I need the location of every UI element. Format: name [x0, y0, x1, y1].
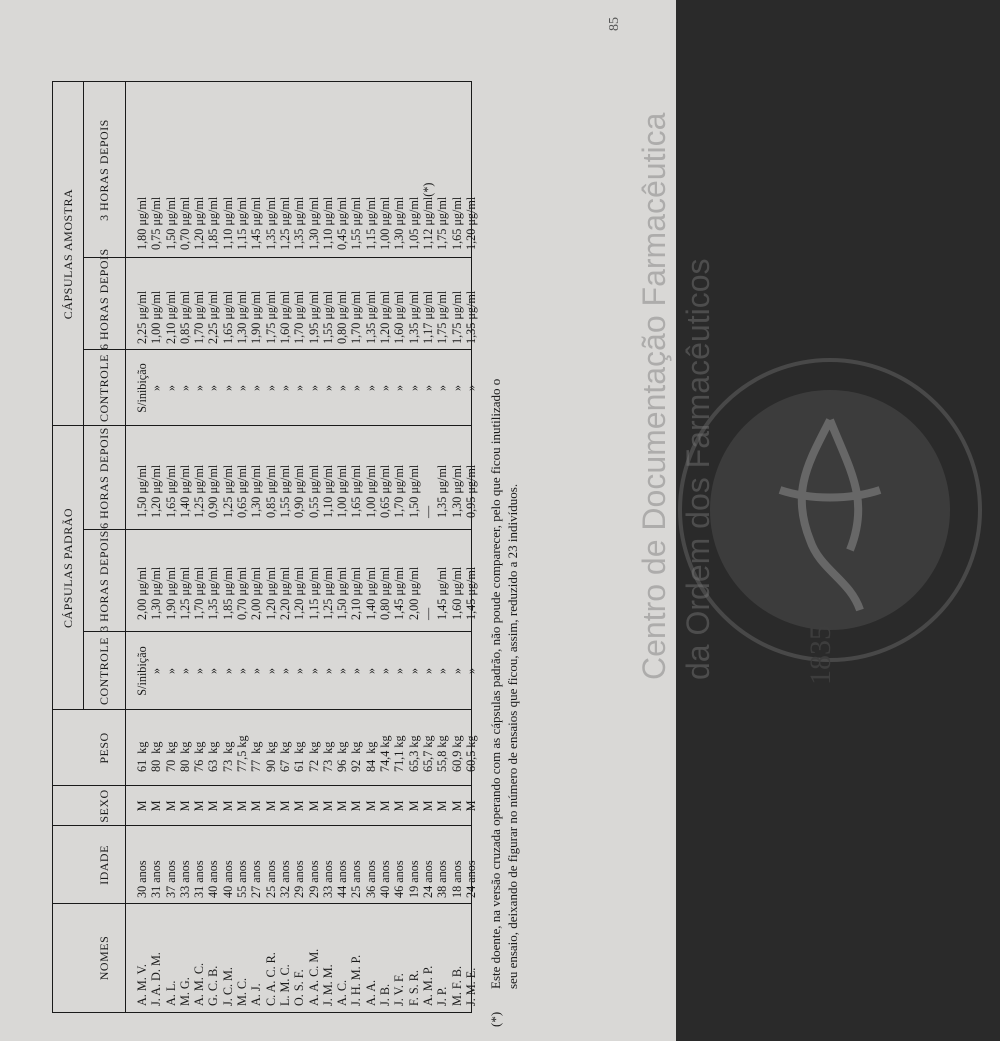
table-cell-a-ctrl: » — [277, 384, 292, 392]
table-cell-a-3h: 0,45 μg/ml — [335, 196, 350, 250]
table-cell-p-3h: 1,40 μg/ml — [363, 566, 378, 620]
table-cell-sexo: M — [335, 800, 350, 812]
table-cell-nome: O. S. F. — [292, 969, 307, 1006]
table-cell-p-3h: 2,20 μg/ml — [277, 566, 292, 620]
table-cell-idade: 38 anos — [435, 860, 450, 898]
table-cell-a-ctrl: » — [378, 384, 393, 392]
table-cell-p-6h: 1,10 μg/ml — [320, 464, 335, 518]
table-cell-p-ctrl: » — [335, 667, 350, 675]
table-cell-a-6h: 1,75 μg/ml — [263, 290, 278, 344]
table-cell-p-3h: 2,10 μg/ml — [349, 566, 364, 620]
table-cell-nome: L. M. C. — [277, 964, 292, 1006]
table-cell-a-3h: 1,35 μg/ml — [263, 196, 278, 250]
table-cell-a-3h: 1,45 μg/ml — [249, 196, 264, 250]
table-cell-peso: 77,5 kg — [235, 735, 250, 772]
table-cell-p-ctrl: » — [392, 667, 407, 675]
header-padrao-3h: 3 HORAS DEPOIS — [97, 530, 111, 632]
table-cell-peso: 60,9 kg — [449, 735, 464, 772]
table-cell-a-6h: 1,95 μg/ml — [306, 290, 321, 344]
table-cell-sexo: M — [177, 800, 192, 812]
table-cell-peso: 74,4 kg — [378, 735, 393, 772]
table-cell-p-3h: 1,35 μg/ml — [206, 566, 221, 620]
table-cell-p-ctrl: » — [406, 667, 421, 675]
table-cell-a-3h: 1,20 μg/ml — [463, 196, 478, 250]
table-cell-sexo: M — [249, 800, 264, 812]
table-cell-a-ctrl: » — [463, 384, 478, 392]
table-cell-p-3h: 1,30 μg/ml — [149, 566, 164, 620]
table-cell-nome: J. B. — [378, 983, 393, 1006]
table-cell-a-6h: 1,75 μg/ml — [435, 290, 450, 344]
table-cell-p-3h: 2,00 μg/ml — [406, 566, 421, 620]
table-cell-a-6h: 1,20 μg/ml — [378, 290, 393, 344]
table-cell-a-6h: 1,30 μg/ml — [235, 290, 250, 344]
table-cell-a-3h: 0,70 μg/ml — [177, 196, 192, 250]
table-cell-p-3h: 1,20 μg/ml — [292, 566, 307, 620]
footnote — [488, 369, 521, 1027]
table-cell-idade: 29 anos — [306, 860, 321, 898]
table-cell-idade: 27 anos — [249, 860, 264, 898]
column-idade — [135, 828, 478, 898]
table-cell-p-3h: 1,70 μg/ml — [192, 566, 207, 620]
table-cell-a-3h: 1,15 μg/ml — [235, 196, 250, 250]
table-cell-p-6h: 1,30 μg/ml — [449, 464, 464, 518]
column-padrao-controle — [135, 632, 478, 710]
table-cell-sexo: M — [406, 800, 421, 812]
table-cell-p-3h: 1,45 μg/ml — [392, 566, 407, 620]
table-cell-p-ctrl: » — [277, 667, 292, 675]
table-cell-p-3h: 1,45 μg/ml — [463, 566, 478, 620]
table-cell-peso: 84 kg — [363, 741, 378, 772]
table-cell-a-6h: 1,60 μg/ml — [277, 290, 292, 344]
table-cell-idade: 24 anos — [463, 860, 478, 898]
table-cell-p-ctrl: » — [177, 667, 192, 675]
table-cell-p-6h: 0,55 μg/ml — [306, 464, 321, 518]
table-cell-peso: 55,8 kg — [435, 735, 450, 772]
table-cell-a-6h: 2,25 μg/ml — [206, 290, 221, 344]
watermark-line2: da Ordem dos Farmacêuticos — [680, 258, 716, 680]
table-cell-a-ctrl: » — [206, 384, 221, 392]
table-cell-sexo: M — [206, 800, 221, 812]
table-cell-a-ctrl: » — [306, 384, 321, 392]
table-cell-p-6h: 1,35 μg/ml — [435, 464, 450, 518]
table-cell-a-ctrl: » — [349, 384, 364, 392]
table-cell-p-3h: 1,90 μg/ml — [163, 566, 178, 620]
table-cell-p-ctrl: » — [249, 667, 264, 675]
table-cell-p-ctrl: » — [449, 667, 464, 675]
table-cell-peso: 77 kg — [249, 741, 264, 772]
header-nomes: NOMES — [97, 935, 111, 981]
table-cell-p-6h: 1,20 μg/ml — [149, 464, 164, 518]
table-cell-nome: J. M. E. — [463, 967, 478, 1006]
table-cell-sexo: M — [449, 800, 464, 812]
table-cell-sexo: M — [277, 800, 292, 812]
table-cell-a-3h: 1,10 μg/ml — [220, 196, 235, 250]
table-cell-a-6h: 1,70 μg/ml — [192, 290, 207, 344]
table-cell-idade: 25 anos — [263, 860, 278, 898]
column-peso — [135, 712, 478, 772]
header-sexo: SEXO — [97, 789, 111, 823]
table-cell-a-ctrl: » — [392, 384, 407, 392]
table-cell-nome: J. H. M. P. — [349, 954, 364, 1006]
table-cell-nome: J. V. F. — [392, 973, 407, 1006]
table-cell-a-ctrl: » — [292, 384, 307, 392]
table-cell-a-ctrl: » — [449, 384, 464, 392]
table-cell-nome: G. C. B. — [206, 965, 221, 1006]
table-cell-sexo: M — [292, 800, 307, 812]
table-cell-p-6h: 1,25 μg/ml — [192, 464, 207, 518]
table-cell-nome: J. M. M. — [320, 964, 335, 1006]
table-cell-peso: 76 kg — [192, 741, 207, 772]
table-cell-p-ctrl: » — [235, 667, 250, 675]
table-cell-peso: 72 kg — [306, 741, 321, 772]
table-cell-a-6h: 1,90 μg/ml — [249, 290, 264, 344]
table-cell-sexo: M — [420, 800, 435, 812]
table-cell-sexo: M — [392, 800, 407, 812]
table-cell-idade: 29 anos — [292, 860, 307, 898]
table-cell-sexo: M — [235, 800, 250, 812]
table-cell-a-ctrl: » — [163, 384, 178, 392]
table-cell-nome: A. A. — [363, 979, 378, 1006]
table-cell-idade: 40 anos — [378, 860, 393, 898]
table-cell-a-6h: 2,25 μg/ml — [135, 290, 149, 344]
table-cell-sexo: M — [220, 800, 235, 812]
table-cell-sexo: M — [363, 800, 378, 812]
table-cell-nome: J. C. M. — [220, 967, 235, 1006]
table-cell-peso: 96 kg — [335, 741, 350, 772]
table-cell-p-3h: 1,85 μg/ml — [220, 566, 235, 620]
table-cell-peso: 73 kg — [320, 741, 335, 772]
column-padrao-3h — [135, 530, 478, 620]
header-amostra-3h: 3 HORAS DEPOIS — [97, 119, 111, 221]
table-cell-p-ctrl: » — [378, 667, 393, 675]
table-cell-a-ctrl: » — [235, 384, 250, 392]
table-cell-p-3h: 2,00 μg/ml — [249, 566, 264, 620]
table-cell-nome: J. P. — [435, 986, 450, 1006]
header-group-padrao: CÁPSULAS PADRÃO — [61, 507, 75, 629]
table-cell-p-ctrl: » — [206, 667, 221, 675]
column-nomes — [135, 906, 478, 1006]
table-cell-p-6h: 1,00 μg/ml — [363, 464, 378, 518]
table-cell-a-3h: 1,00 μg/ml — [378, 196, 393, 250]
table-cell-a-6h: 1,75 μg/ml — [449, 290, 464, 344]
table-cell-idade: 19 anos — [406, 860, 421, 898]
table-cell-idade: 33 anos — [320, 860, 335, 898]
table-cell-idade: 37 anos — [163, 860, 178, 898]
table-cell-nome: M. C. — [235, 977, 250, 1006]
table-cell-a-3h: 1,30 μg/ml — [392, 196, 407, 250]
watermark-line1: Centro de Documentação Farmacêutica — [636, 112, 672, 680]
table-cell-peso: 80 kg — [177, 741, 192, 772]
table-cell-idade: 46 anos — [392, 860, 407, 898]
table-cell-a-6h: 0,85 μg/ml — [177, 290, 192, 344]
table-cell-peso: 90 kg — [263, 741, 278, 772]
table-cell-peso: 60,5 kg — [463, 735, 478, 772]
group-rule — [83, 82, 84, 710]
table-cell-idade: 32 anos — [277, 860, 292, 898]
header-rule — [125, 82, 126, 1012]
table-cell-idade: 24 anos — [420, 860, 435, 898]
table-cell-a-6h: 1,17 μg/ml — [420, 290, 435, 344]
table-cell-idade: 30 anos — [135, 860, 149, 898]
table-cell-a-6h: 1,35 μg/ml — [463, 290, 478, 344]
table-cell-a-6h: 1,60 μg/ml — [392, 290, 407, 344]
table-cell-p-3h: 1,60 μg/ml — [449, 566, 464, 620]
table-cell-p-ctrl: » — [149, 667, 164, 675]
table-cell-a-3h: 1,10 μg/ml — [320, 196, 335, 250]
table-cell-peso: 70 kg — [163, 741, 178, 772]
table-cell-a-3h: 1,65 μg/ml — [449, 196, 464, 250]
table-cell-peso: 92 kg — [349, 741, 364, 772]
table-cell-sexo: M — [435, 800, 450, 812]
table-cell-a-3h: 1,85 μg/ml — [206, 196, 221, 250]
table-cell-nome: A. M. C. — [192, 962, 207, 1006]
column-padrao-6h — [135, 428, 478, 518]
table-cell-p-3h: 1,25 μg/ml — [320, 566, 335, 620]
table-cell-peso: 65,7 kg — [420, 735, 435, 772]
header-group-amostra: CÁPSULAS AMOSTRA — [61, 188, 75, 320]
table-cell-nome: C. A. C. R. — [263, 952, 278, 1006]
table-cell-p-6h: 1,50 μg/ml — [135, 464, 149, 518]
table-cell-p-3h: 0,70 μg/ml — [235, 566, 250, 620]
table-cell-a-ctrl: » — [263, 384, 278, 392]
table-cell-a-3h: 1,50 μg/ml — [163, 196, 178, 250]
table-cell-a-3h: 1,35 μg/ml — [292, 196, 307, 250]
column-amostra-6h — [135, 258, 478, 344]
table-cell-a-6h: 1,65 μg/ml — [220, 290, 235, 344]
table-cell-p-ctrl: » — [435, 667, 450, 675]
table-cell-a-ctrl: » — [149, 384, 164, 392]
table-cell-sexo: M — [192, 800, 207, 812]
table-cell-sexo: M — [306, 800, 321, 812]
watermark-seal-year: 1835 — [804, 625, 837, 685]
table-cell-a-3h: 1,30 μg/ml — [306, 196, 321, 250]
table-cell-nome: A. A. C. M. — [306, 948, 321, 1006]
table-cell-p-3h: 0,80 μg/ml — [378, 566, 393, 620]
table-cell-a-3h: 1,75 μg/ml — [435, 196, 450, 250]
table-cell-idade: 31 anos — [149, 860, 164, 898]
table-cell-p-3h: 1,50 μg/ml — [335, 566, 350, 620]
table-cell-p-ctrl: » — [363, 667, 378, 675]
table-cell-a-3h: 1,80 μg/ml — [135, 196, 149, 250]
table-cell-a-6h: 1,70 μg/ml — [349, 290, 364, 344]
table-cell-a-6h: 1,00 μg/ml — [149, 290, 164, 344]
table-cell-a-ctrl: » — [177, 384, 192, 392]
table-cell-p-6h: 0,65 μg/ml — [235, 464, 250, 518]
header-idade: IDADE — [97, 845, 111, 885]
table-cell-idade: 40 anos — [206, 860, 221, 898]
table-cell-p-6h: — — [420, 505, 435, 518]
header-padrao-controle: CONTROLE — [97, 637, 111, 705]
table-cell-idade: 18 anos — [449, 860, 464, 898]
table-cell-a-ctrl: » — [192, 384, 207, 392]
column-sexo — [135, 786, 478, 826]
table-cell-p-ctrl: » — [263, 667, 278, 675]
table-cell-a-3h: 1,15 μg/ml — [363, 196, 378, 250]
table-cell-peso: 61 kg — [292, 741, 307, 772]
table-cell-p-6h: 1,65 μg/ml — [349, 464, 364, 518]
table-cell-nome: A. L. — [163, 980, 178, 1006]
table-cell-a-3h: 1,55 μg/ml — [349, 196, 364, 250]
table-cell-a-ctrl: » — [220, 384, 235, 392]
watermark — [636, 112, 966, 680]
table-cell-nome: M. F. B. — [449, 965, 464, 1006]
table-cell-p-6h: 0,65 μg/ml — [378, 464, 393, 518]
divider — [53, 903, 471, 904]
table-cell-a-ctrl: » — [249, 384, 264, 392]
header-padrao-6h: 6 HORAS DEPOIS — [97, 427, 111, 529]
table-cell-nome: M. G. — [177, 977, 192, 1006]
table-cell-sexo: M — [149, 800, 164, 812]
table-cell-p-6h: 1,40 μg/ml — [177, 464, 192, 518]
table-cell-a-3h: 1,05 μg/ml — [406, 196, 421, 250]
table-cell-p-ctrl: S/inibição — [135, 646, 149, 696]
table-cell-a-3h: 1,12 μg/ml(*) — [420, 182, 435, 250]
table-cell-nome: A. J. — [249, 983, 264, 1006]
table-cell-a-6h: 1,35 μg/ml — [363, 290, 378, 344]
results-table — [52, 81, 478, 1013]
table-cell-idade: 31 anos — [192, 860, 207, 898]
footnote-mark: (*) — [488, 1011, 503, 1027]
table-cell-sexo: M — [349, 800, 364, 812]
table-cell-p-3h: — — [420, 607, 435, 620]
table-cell-a-3h: 1,20 μg/ml — [192, 196, 207, 250]
table-cell-sexo: M — [378, 800, 393, 812]
table-cell-idade: 25 anos — [349, 860, 364, 898]
table-cell-nome: A. M. P. — [420, 965, 435, 1006]
header-amostra-6h: 6 HORAS DEPOIS — [97, 248, 111, 350]
table-cell-p-3h: 2,00 μg/ml — [135, 566, 149, 620]
table-cell-idade: 33 anos — [177, 860, 192, 898]
table-cell-idade: 36 anos — [363, 860, 378, 898]
table-cell-sexo: M — [263, 800, 278, 812]
page-number: 85 — [607, 17, 622, 31]
table-cell-peso: 63 kg — [206, 741, 221, 772]
table-cell-a-ctrl: » — [406, 384, 421, 392]
table-cell-a-ctrl: » — [335, 384, 350, 392]
table-cell-peso: 80 kg — [149, 741, 164, 772]
column-amostra-controle — [135, 350, 478, 426]
table-cell-peso: 61 kg — [135, 741, 149, 772]
table-cell-a-ctrl: » — [363, 384, 378, 392]
table-cell-p-6h: 0,90 μg/ml — [206, 464, 221, 518]
table-cell-p-6h: 1,55 μg/ml — [277, 464, 292, 518]
table-cell-p-3h: 1,25 μg/ml — [177, 566, 192, 620]
table-cell-p-3h: 1,20 μg/ml — [263, 566, 278, 620]
table-cell-p-ctrl: » — [192, 667, 207, 675]
table-cell-p-ctrl: » — [163, 667, 178, 675]
table-cell-a-ctrl: » — [435, 384, 450, 392]
header-amostra-controle: CONTROLE — [97, 354, 111, 422]
table-cell-a-6h: 0,80 μg/ml — [335, 290, 350, 344]
table-cell-idade: 44 anos — [335, 860, 350, 898]
table-cell-peso: 67 kg — [277, 741, 292, 772]
table-cell-nome: A. C. — [335, 979, 350, 1006]
table-cell-a-6h: 1,35 μg/ml — [406, 290, 421, 344]
table-cell-a-6h: 1,70 μg/ml — [292, 290, 307, 344]
table-cell-peso: 71,1 kg — [392, 735, 407, 772]
table-cell-sexo: M — [135, 800, 149, 812]
table-cell-p-3h: 1,45 μg/ml — [435, 566, 450, 620]
table-cell-peso: 73 kg — [220, 741, 235, 772]
table-cell-p-3h: 1,15 μg/ml — [306, 566, 321, 620]
table-cell-p-ctrl: » — [220, 667, 235, 675]
table-cell-peso: 65,3 kg — [406, 735, 421, 772]
table-cell-p-ctrl: » — [292, 667, 307, 675]
table-cell-nome: J. A. D. M. — [149, 952, 164, 1006]
header-peso: PESO — [97, 732, 111, 764]
table-cell-idade: 55 anos — [235, 860, 250, 898]
table-cell-p-6h: 1,25 μg/ml — [220, 464, 235, 518]
table-cell-p-6h: 0,85 μg/ml — [263, 464, 278, 518]
table-cell-p-6h: 1,70 μg/ml — [392, 464, 407, 518]
table-cell-p-6h: 0,90 μg/ml — [292, 464, 307, 518]
table-cell-nome: A. M. V. — [135, 964, 149, 1006]
watermark-seal-icon — [660, 340, 1000, 685]
table-cell-sexo: M — [463, 800, 478, 812]
column-amostra-3h — [135, 84, 478, 250]
table-cell-p-ctrl: » — [306, 667, 321, 675]
table-cell-sexo: M — [163, 800, 178, 812]
table-cell-p-ctrl: » — [349, 667, 364, 675]
table-cell-p-6h: 1,50 μg/ml — [406, 464, 421, 518]
table-cell-p-6h: 0,95 μg/ml — [463, 464, 478, 518]
table-cell-a-6h: 1,55 μg/ml — [320, 290, 335, 344]
table-cell-sexo: M — [320, 800, 335, 812]
table-cell-p-ctrl: » — [420, 667, 435, 675]
table-cell-a-ctrl: S/inibição — [135, 363, 149, 413]
table-cell-p-6h: 1,00 μg/ml — [335, 464, 350, 518]
table-cell-p-6h: 1,65 μg/ml — [163, 464, 178, 518]
table-cell-a-3h: 1,25 μg/ml — [277, 196, 292, 250]
table-cell-p-ctrl: » — [320, 667, 335, 675]
footnote-text: Este doente, na versão cruzada operando com as cápsulas padrão, não poude comparecer, pelo que ficou inutilizado o seu ensaio, deixando de figurar no número de ensaios que ficou, assim, reduzido a 23 indivíduos. — [488, 378, 520, 989]
table-cell-a-ctrl: » — [320, 384, 335, 392]
table-cell-nome: F. S. R. — [406, 970, 421, 1006]
table-cell-a-6h: 2,10 μg/ml — [163, 290, 178, 344]
table-cell-idade: 40 anos — [220, 860, 235, 898]
table-cell-a-3h: 0,75 μg/ml — [149, 196, 164, 250]
table-cell-p-ctrl: » — [463, 667, 478, 675]
table-cell-a-ctrl: » — [420, 384, 435, 392]
table-cell-p-6h: 1,30 μg/ml — [249, 464, 264, 518]
